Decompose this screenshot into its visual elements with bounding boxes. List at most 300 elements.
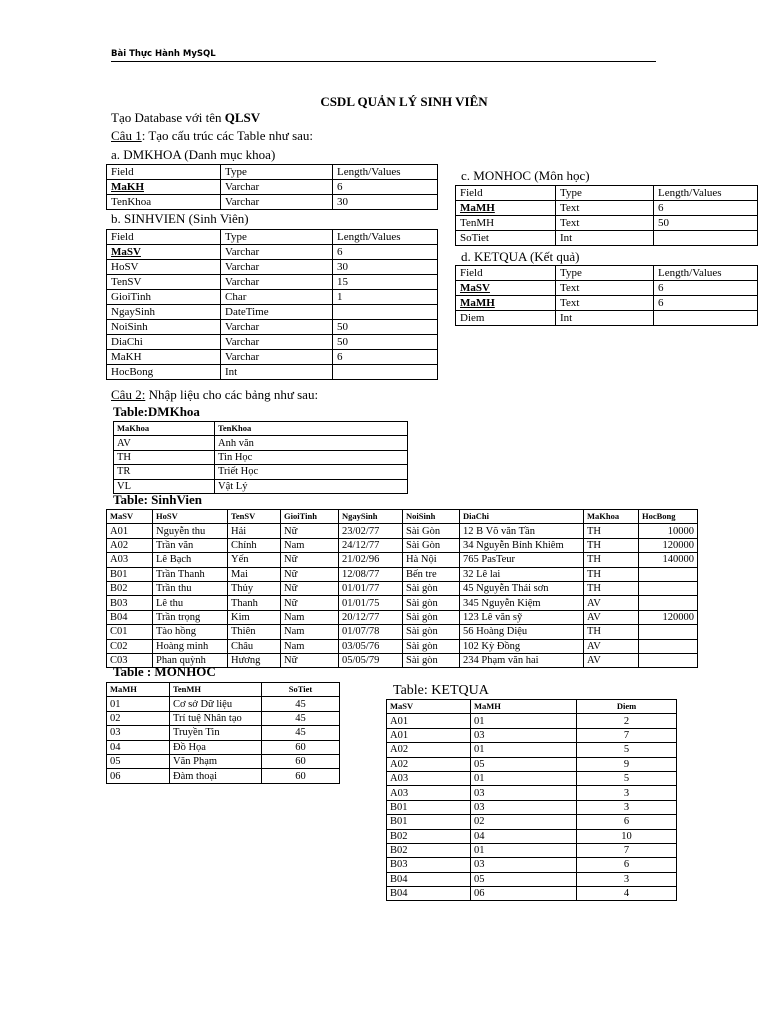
table-cell: HoSV	[107, 260, 221, 275]
table-cell: 7	[577, 728, 677, 742]
table-row	[107, 320, 438, 335]
table-row	[387, 771, 677, 785]
table-cell: VL	[114, 479, 215, 493]
struct-dmkhoa-table	[106, 164, 438, 210]
table-cell: Sài Gòn	[403, 538, 460, 552]
table-cell: 6	[333, 180, 438, 195]
document-title: CSDL QUẢN LÝ SINH VIÊN	[320, 94, 488, 109]
table-cell: 120000	[639, 538, 698, 552]
table-cell: A01	[107, 524, 153, 538]
question-2-text: Nhập liệu cho các bảng như sau:	[145, 387, 319, 402]
table-cell: SoTiet	[456, 231, 556, 246]
table-cell: 60	[262, 740, 340, 754]
page-header: Bài Thực Hành MySQL	[111, 49, 656, 62]
table-row	[387, 872, 677, 886]
table-cell	[654, 311, 758, 326]
table-cell: Nữ	[281, 596, 339, 610]
table-cell: 21/02/96	[339, 553, 403, 567]
column-header: SoTiet	[262, 683, 340, 697]
table-row	[456, 296, 758, 311]
column-header: Field	[456, 266, 556, 281]
table-cell: 1	[333, 290, 438, 305]
table-cell: 5	[577, 743, 677, 757]
table-cell: Triết Học	[215, 465, 408, 479]
table-row	[107, 581, 698, 595]
table-row	[387, 843, 677, 857]
table-cell: 2	[577, 714, 677, 728]
table-cell	[639, 653, 698, 667]
column-header: NoiSinh	[403, 510, 460, 524]
table-cell: A03	[107, 553, 153, 567]
table-cell: Varchar	[221, 260, 333, 275]
table-cell: Trần văn	[153, 538, 228, 552]
table-row	[107, 260, 438, 275]
table-cell: DiaChi	[107, 335, 221, 350]
table-cell: Tào hồng	[153, 625, 228, 639]
struct-header-row	[107, 165, 438, 180]
table-cell: AV	[584, 653, 639, 667]
table-cell: Text	[556, 216, 654, 231]
table-cell: Bến tre	[403, 567, 460, 581]
column-header: MaKhoa	[584, 510, 639, 524]
table-cell: Hương	[228, 653, 281, 667]
table-cell: 02	[107, 711, 170, 725]
table-cell: 01/07/78	[339, 625, 403, 639]
table-cell: Text	[556, 201, 654, 216]
struct-sinhvien-table	[106, 229, 438, 380]
struct-monhoc-table	[455, 185, 758, 246]
table-row	[456, 231, 758, 246]
struct-ketqua-table	[455, 265, 758, 326]
column-header: TenMH	[170, 683, 262, 697]
table-cell	[639, 567, 698, 581]
table-row	[107, 639, 698, 653]
table-cell: B01	[387, 815, 471, 829]
table-cell: Tin Học	[215, 450, 408, 464]
data-header-row	[107, 683, 340, 697]
table-cell: AV	[114, 436, 215, 450]
data-header-row	[387, 700, 677, 714]
table-cell	[639, 581, 698, 595]
column-header: TenSV	[228, 510, 281, 524]
table-cell: Truyền Tin	[170, 726, 262, 740]
table-row	[107, 538, 698, 552]
table-cell: 4	[577, 887, 677, 901]
table-cell: 06	[471, 887, 577, 901]
monhoc-table-caption: Table : MONHOC	[113, 664, 216, 679]
table-cell: GioiTinh	[107, 290, 221, 305]
column-header: MaMH	[471, 700, 577, 714]
column-header: Length/Values	[654, 186, 758, 201]
table-cell: AV	[584, 610, 639, 624]
column-header: Field	[107, 230, 221, 245]
column-header: MaMH	[107, 683, 170, 697]
table-cell: TenSV	[107, 275, 221, 290]
table-cell: 10000	[639, 524, 698, 538]
table-cell: 56 Hoàng Diệu	[460, 625, 584, 639]
table-cell: 30	[333, 195, 438, 210]
table-cell: Char	[221, 290, 333, 305]
table-row	[456, 281, 758, 296]
table-cell: Int	[556, 311, 654, 326]
table-cell: Anh văn	[215, 436, 408, 450]
table-cell: Varchar	[221, 180, 333, 195]
table-cell: 23/02/77	[339, 524, 403, 538]
table-cell: A01	[387, 714, 471, 728]
table-cell: B01	[387, 800, 471, 814]
table-cell: 3	[577, 872, 677, 886]
ketqua-table-caption: Table: KETQUA	[393, 683, 489, 698]
struct-monhoc-caption: c. MONHOC (Môn học)	[461, 168, 590, 183]
table-cell	[639, 625, 698, 639]
column-header: NgaySinh	[339, 510, 403, 524]
table-cell: Hà Nội	[403, 553, 460, 567]
question-1-label: Câu 1	[111, 128, 142, 143]
table-cell: 05/05/79	[339, 653, 403, 667]
table-cell: 102 Kỳ Đồng	[460, 639, 584, 653]
table-row	[387, 887, 677, 901]
intro-line	[111, 110, 260, 126]
table-cell: AV	[584, 639, 639, 653]
table-cell: Trần trọng	[153, 610, 228, 624]
table-cell: B01	[107, 567, 153, 581]
table-cell: A03	[387, 771, 471, 785]
table-cell: TH	[584, 567, 639, 581]
table-row	[107, 365, 438, 380]
table-cell: 6	[654, 201, 758, 216]
sinhvien-table-caption: Table: SinhVien	[113, 492, 202, 507]
struct-header-row	[107, 230, 438, 245]
column-header: HoSV	[153, 510, 228, 524]
table-cell: 60	[262, 754, 340, 768]
table-cell: NgaySinh	[107, 305, 221, 320]
data-header-row	[107, 510, 698, 524]
table-cell: Varchar	[221, 335, 333, 350]
table-cell: B04	[387, 887, 471, 901]
table-cell: 30	[333, 260, 438, 275]
table-cell: MaSV	[107, 245, 221, 260]
table-row	[387, 757, 677, 771]
table-cell: B03	[387, 858, 471, 872]
table-cell: Sài gòn	[403, 610, 460, 624]
table-cell: 234 Phạm văn hai	[460, 653, 584, 667]
table-cell: Nam	[281, 610, 339, 624]
table-cell: Lê thu	[153, 596, 228, 610]
table-cell: 01	[471, 771, 577, 785]
column-header: MaSV	[107, 510, 153, 524]
table-cell: B02	[387, 829, 471, 843]
table-row	[107, 290, 438, 305]
table-cell: 6	[577, 815, 677, 829]
table-cell: 05	[471, 872, 577, 886]
table-row	[387, 714, 677, 728]
table-cell: 20/12/77	[339, 610, 403, 624]
table-cell: 03	[471, 728, 577, 742]
column-header: DiaChi	[460, 510, 584, 524]
table-cell: Nữ	[281, 524, 339, 538]
table-cell: Trí tuệ Nhân tạo	[170, 711, 262, 725]
table-row	[107, 305, 438, 320]
table-cell	[654, 231, 758, 246]
table-cell: B04	[387, 872, 471, 886]
table-cell: 45	[262, 726, 340, 740]
table-row	[107, 245, 438, 260]
table-cell: 7	[577, 843, 677, 857]
table-cell: Nguyễn thu	[153, 524, 228, 538]
table-cell: TR	[114, 465, 215, 479]
table-cell: Đàm thoại	[170, 769, 262, 783]
table-cell: Yến	[228, 553, 281, 567]
table-cell: Hoàng minh	[153, 639, 228, 653]
column-header: HocBong	[639, 510, 698, 524]
table-cell: A01	[387, 728, 471, 742]
table-cell	[333, 305, 438, 320]
table-cell	[639, 596, 698, 610]
table-cell: Varchar	[221, 320, 333, 335]
table-cell: Châu	[228, 639, 281, 653]
table-cell: A03	[387, 786, 471, 800]
table-cell: 01/01/77	[339, 581, 403, 595]
table-row	[107, 553, 698, 567]
table-cell: Sài gòn	[403, 596, 460, 610]
table-cell: 06	[107, 769, 170, 783]
table-cell: NoiSinh	[107, 320, 221, 335]
table-cell: B02	[107, 581, 153, 595]
table-cell: 140000	[639, 553, 698, 567]
table-cell: 03	[107, 726, 170, 740]
table-cell: 12/08/77	[339, 567, 403, 581]
table-cell: B02	[387, 843, 471, 857]
table-cell	[333, 365, 438, 380]
sinhvien-data-table	[106, 509, 698, 668]
table-cell: 45 Nguyễn Thái sơn	[460, 581, 584, 595]
data-header-row	[114, 422, 408, 436]
table-cell: AV	[584, 596, 639, 610]
dmkhoa-data-table	[113, 421, 408, 494]
table-cell: Chính	[228, 538, 281, 552]
table-cell: Vật Lý	[215, 479, 408, 493]
table-row	[387, 743, 677, 757]
table-cell: TH	[584, 524, 639, 538]
table-cell: 345 Nguyễn Kiệm	[460, 596, 584, 610]
table-cell: MaSV	[456, 281, 556, 296]
table-cell: 60	[262, 769, 340, 783]
column-header: MaSV	[387, 700, 471, 714]
struct-header-row	[456, 186, 758, 201]
table-cell: A02	[107, 538, 153, 552]
table-cell: Varchar	[221, 195, 333, 210]
table-cell: 32 Lê lai	[460, 567, 584, 581]
table-cell: 10	[577, 829, 677, 843]
table-cell: Varchar	[221, 245, 333, 260]
table-cell: Nữ	[281, 581, 339, 595]
ketqua-data-table	[386, 699, 677, 901]
table-cell: 50	[333, 335, 438, 350]
table-cell: 03	[471, 800, 577, 814]
table-cell	[639, 639, 698, 653]
table-row	[107, 625, 698, 639]
table-cell: Nam	[281, 538, 339, 552]
table-cell: A02	[387, 757, 471, 771]
table-cell: Lê Bạch	[153, 553, 228, 567]
table-cell: MaKH	[107, 350, 221, 365]
table-row	[456, 216, 758, 231]
table-cell: Varchar	[221, 350, 333, 365]
table-cell: 12 B Võ văn Tần	[460, 524, 584, 538]
table-row	[107, 711, 340, 725]
table-cell: C02	[107, 639, 153, 653]
question-2	[111, 387, 318, 403]
column-header: Length/Values	[333, 165, 438, 180]
struct-ketqua-caption: d. KETQUA (Kết quả)	[461, 249, 580, 264]
struct-sinhvien-caption: b. SINHVIEN (Sinh Viên)	[111, 211, 249, 226]
table-cell: 01	[107, 697, 170, 711]
table-cell: Sài gòn	[403, 653, 460, 667]
table-cell: Diem	[456, 311, 556, 326]
table-cell: 3	[577, 800, 677, 814]
column-header: GioiTinh	[281, 510, 339, 524]
table-cell: 120000	[639, 610, 698, 624]
column-header: Length/Values	[654, 266, 758, 281]
table-cell: Thiên	[228, 625, 281, 639]
monhoc-data-table	[106, 682, 340, 784]
table-cell: Sài gòn	[403, 581, 460, 595]
table-cell: 03	[471, 858, 577, 872]
table-cell: TH	[584, 538, 639, 552]
table-cell: 04	[471, 829, 577, 843]
table-row	[387, 786, 677, 800]
column-header: MaKhoa	[114, 422, 215, 436]
table-cell: Trần thu	[153, 581, 228, 595]
table-row	[107, 740, 340, 754]
struct-dmkhoa-caption: a. DMKHOA (Danh mục khoa)	[111, 147, 276, 162]
table-cell: 6	[577, 858, 677, 872]
table-row	[107, 180, 438, 195]
column-header: Field	[456, 186, 556, 201]
intro-prefix: Tạo Database với tên	[111, 110, 225, 125]
table-cell: B04	[107, 610, 153, 624]
table-row	[107, 567, 698, 581]
column-header: Type	[221, 165, 333, 180]
table-row	[107, 195, 438, 210]
table-cell: 01	[471, 843, 577, 857]
table-cell: 01/01/75	[339, 596, 403, 610]
table-cell: Nam	[281, 639, 339, 653]
table-cell: Nữ	[281, 553, 339, 567]
table-row	[107, 275, 438, 290]
table-cell: DateTime	[221, 305, 333, 320]
table-cell: 50	[654, 216, 758, 231]
table-cell: 50	[333, 320, 438, 335]
table-cell: TH	[114, 450, 215, 464]
table-cell: Mai	[228, 567, 281, 581]
column-header: Type	[221, 230, 333, 245]
table-row	[107, 726, 340, 740]
column-header: TenKhoa	[215, 422, 408, 436]
table-cell: Nữ	[281, 567, 339, 581]
table-row	[387, 858, 677, 872]
table-cell: Kim	[228, 610, 281, 624]
table-cell: Nam	[281, 625, 339, 639]
table-cell: Phan quỳnh	[153, 653, 228, 667]
table-cell: 6	[333, 245, 438, 260]
dmkhoa-table-caption: Table:DMKhoa	[113, 404, 200, 419]
table-cell: TenMH	[456, 216, 556, 231]
table-row	[107, 697, 340, 711]
table-cell: C03	[107, 653, 153, 667]
table-cell: 03	[471, 786, 577, 800]
table-cell: Int	[556, 231, 654, 246]
table-row	[387, 829, 677, 843]
table-cell: 03/05/76	[339, 639, 403, 653]
column-header: Type	[556, 266, 654, 281]
table-cell: TH	[584, 625, 639, 639]
table-cell: 765 PasTeur	[460, 553, 584, 567]
table-cell: Varchar	[221, 275, 333, 290]
column-header: Type	[556, 186, 654, 201]
table-cell: Văn Phạm	[170, 754, 262, 768]
table-row	[107, 524, 698, 538]
table-cell: 6	[654, 281, 758, 296]
table-cell: Hải	[228, 524, 281, 538]
table-row	[387, 800, 677, 814]
table-cell: 01	[471, 743, 577, 757]
table-cell: 9	[577, 757, 677, 771]
table-cell: TH	[584, 581, 639, 595]
db-name: QLSV	[224, 110, 261, 125]
table-cell: Nữ	[281, 653, 339, 667]
table-cell: 02	[471, 815, 577, 829]
table-cell: Text	[556, 296, 654, 311]
column-header: Field	[107, 165, 221, 180]
table-cell: Text	[556, 281, 654, 296]
table-cell: 15	[333, 275, 438, 290]
table-row	[387, 815, 677, 829]
table-row	[107, 769, 340, 783]
table-cell: Thủy	[228, 581, 281, 595]
table-cell: 34 Nguyễn Bỉnh Khiêm	[460, 538, 584, 552]
table-cell: HocBong	[107, 365, 221, 380]
table-row	[107, 335, 438, 350]
table-cell: 01	[471, 714, 577, 728]
table-row	[107, 350, 438, 365]
table-cell: MaMH	[456, 201, 556, 216]
table-cell: 24/12/77	[339, 538, 403, 552]
table-cell: Sài Gòn	[403, 524, 460, 538]
question-2-label: Câu 2:	[111, 387, 146, 402]
table-row	[387, 728, 677, 742]
table-cell: Sài gòn	[403, 625, 460, 639]
question-1	[111, 128, 313, 144]
table-cell: A02	[387, 743, 471, 757]
table-cell: 05	[471, 757, 577, 771]
table-row	[107, 610, 698, 624]
table-cell: TenKhoa	[107, 195, 221, 210]
table-cell: 45	[262, 711, 340, 725]
table-cell: 45	[262, 697, 340, 711]
table-row	[114, 436, 408, 450]
table-cell: 123 Lê văn sỹ	[460, 610, 584, 624]
table-cell: 6	[654, 296, 758, 311]
table-cell: Sài gòn	[403, 639, 460, 653]
table-cell: Int	[221, 365, 333, 380]
table-cell: 6	[333, 350, 438, 365]
table-cell: Trần Thanh	[153, 567, 228, 581]
table-cell: Thanh	[228, 596, 281, 610]
table-cell: 04	[107, 740, 170, 754]
table-cell: Đồ Họa	[170, 740, 262, 754]
table-row	[114, 450, 408, 464]
